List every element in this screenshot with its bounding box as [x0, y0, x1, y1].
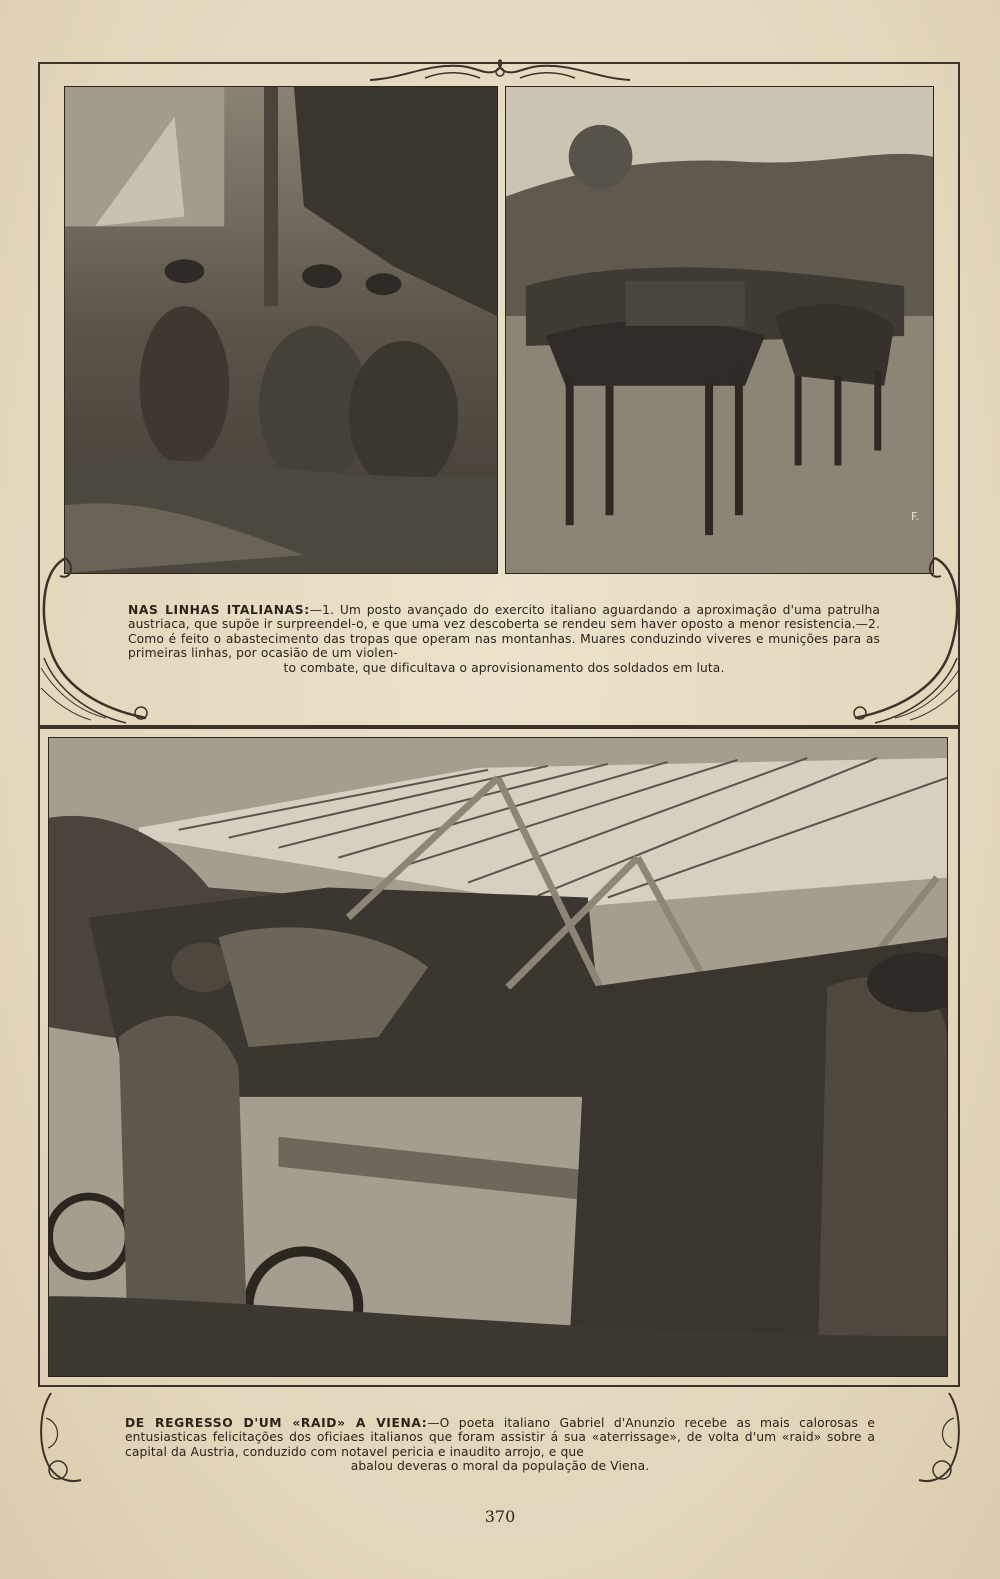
- bottom-right-ornament: [914, 1388, 964, 1488]
- caption-body: —O poeta italiano Gabriel d'Anunzio recebe as mais calorosas e entusiasticas felicitações dos oficiaes italianos que foram assistir á sua «aterrissage», de volta d'um «raid» sobre a capital da Austria, conduzido com notavel pericia e inaudito arrojo, e que: [125, 1416, 875, 1459]
- caption-raid-vienna: [125, 1416, 875, 1474]
- bottom-left-ornament: [36, 1388, 86, 1488]
- caption-lead: NAS LINHAS ITALIANAS:: [128, 603, 310, 617]
- page-number: 370: [484, 1507, 516, 1526]
- caption-last-line: to combate, que dificultava o aprovisionamento dos soldados em luta.: [283, 660, 725, 675]
- photo-aeroplane-danunzio: [48, 737, 948, 1377]
- caption-italian-lines: [128, 603, 880, 675]
- photo-signature: F.: [910, 510, 919, 523]
- caption-body: —1. Um posto avançado do exercito italiano aguardando a aproximação d'uma patrulha austriaca, que supõe ir surpreendel-o, e que uma vez descoberta se rendeu sem haver oposto a menor resistencia.—2. Como é feito o abastecimento das tropas que operam nas montanhas. Muares conduzindo viveres e munições para as primeiras linhas, por ocasião de um violen-: [128, 603, 880, 661]
- caption-lead: DE REGRESSO D'UM «RAID» A VIENA:: [125, 1416, 428, 1430]
- caption-last-line: abalou deveras o moral da população de Viena.: [350, 1459, 650, 1474]
- photo-mule-train: [505, 86, 934, 574]
- photo-soldiers-post: [64, 86, 498, 574]
